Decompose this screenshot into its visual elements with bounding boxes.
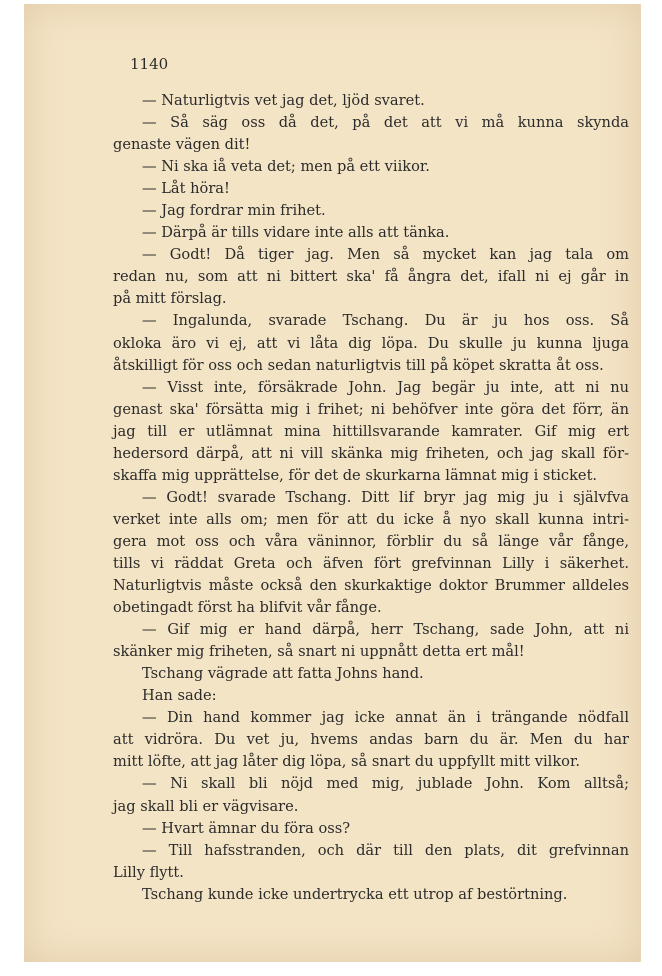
text-line: gera mot oss och våra väninnor, förblir du så länge vår fånge,: [113, 532, 629, 550]
text-line: verket inte alls om; men för att du icke å nyo skall kunna intri-: [113, 510, 629, 528]
text-line: Lilly flytt.: [113, 863, 184, 881]
text-line: — Till hafsstranden, och där till den plats, dit grefvinnan: [142, 841, 629, 859]
text-line: hedersord därpå, att ni vill skänka mig friheten, och jag skall för-: [113, 444, 629, 462]
text-line: genast ska' försätta mig i frihet; ni behöfver inte göra det förr, än: [113, 400, 629, 418]
page-number: 1140: [130, 55, 169, 73]
text-line: — Godt! svarade Tschang. Ditt lif bryr jag mig ju i självfva: [142, 488, 629, 506]
text-line: — Din hand kommer jag icke annat än i trängande nödfall: [142, 709, 629, 727]
text-line: skänker mig friheten, så snart ni uppnått detta ert mål!: [113, 643, 525, 661]
text-line: skaffa mig upprättelse, för det de skurkarna lämnat mig i sticket.: [113, 466, 598, 484]
text-line: att vidröra. Du vet ju, hvems andas barn du är. Men du har: [113, 731, 629, 749]
text-line: genaste vägen dit!: [113, 136, 251, 154]
text-line: Naturligtvis måste också den skurkaktige doktor Brummer alldeles: [113, 577, 629, 595]
text-line: — Gif mig er hand därpå, herr Tschang, sade John, att ni: [142, 621, 629, 639]
text-line: — Godt! Då tiger jag. Men så mycket kan jag tala om: [142, 246, 629, 264]
body-text: [113, 90, 629, 906]
text-line: — Ni skall bli nöjd med mig, jublade John. Kom alltså;: [142, 775, 629, 793]
text-line: på mitt förslag.: [113, 290, 227, 308]
text-line: redan nu, som att ni bittert ska' få ångra det, ifall ni ej går in: [113, 268, 629, 286]
text-line: Han sade:: [142, 687, 217, 705]
text-line: — Ingalunda, svarade Tschang. Du är ju hos oss. Så: [142, 312, 629, 330]
text-line: — Naturligtvis vet jag det, ljöd svaret.: [142, 92, 425, 109]
text-line: jag skall bli er vägvisare.: [113, 797, 299, 815]
text-line: Tschang vägrade att fatta Johns hand.: [142, 665, 424, 683]
text-line: okloka äro vi ej, att vi låta dig löpa. Du skulle ju kunna ljuga: [113, 334, 629, 352]
text-line: — Därpå är tills vidare inte alls att tänka.: [142, 224, 450, 242]
text-line: — Visst inte, försäkrade John. Jag begär ju inte, att ni nu: [142, 378, 629, 396]
text-line: obetingadt först ha blifvit vår fånge.: [113, 599, 382, 617]
text-line: tills vi räddat Greta och äfven fört grefvinnan Lilly i säkerhet.: [113, 554, 629, 572]
text-line: — Jag fordrar min frihet.: [142, 202, 326, 220]
text-line: åtskilligt för oss och sedan naturligtvis till på köpet skratta åt oss.: [113, 356, 604, 374]
text-line: — Hvart ämnar du föra oss?: [142, 819, 351, 837]
text-line: mitt löfte, att jag låter dig löpa, så snart du uppfyllt mitt vilkor.: [113, 753, 580, 771]
text-line: jag till er utlämnat mina hittillsvarande kamrater. Gif mig ert: [113, 422, 629, 440]
text-line: — Ni ska iå veta det; men på ett viikor.: [142, 158, 430, 176]
text-line: — Låt höra!: [142, 180, 230, 198]
text-line: — Så säg oss då det, på det att vi må kunna skynda: [142, 114, 629, 132]
text-line: Tschang kunde icke undertrycka ett utrop af bestörtning.: [142, 885, 568, 903]
book-page: [24, 4, 641, 962]
